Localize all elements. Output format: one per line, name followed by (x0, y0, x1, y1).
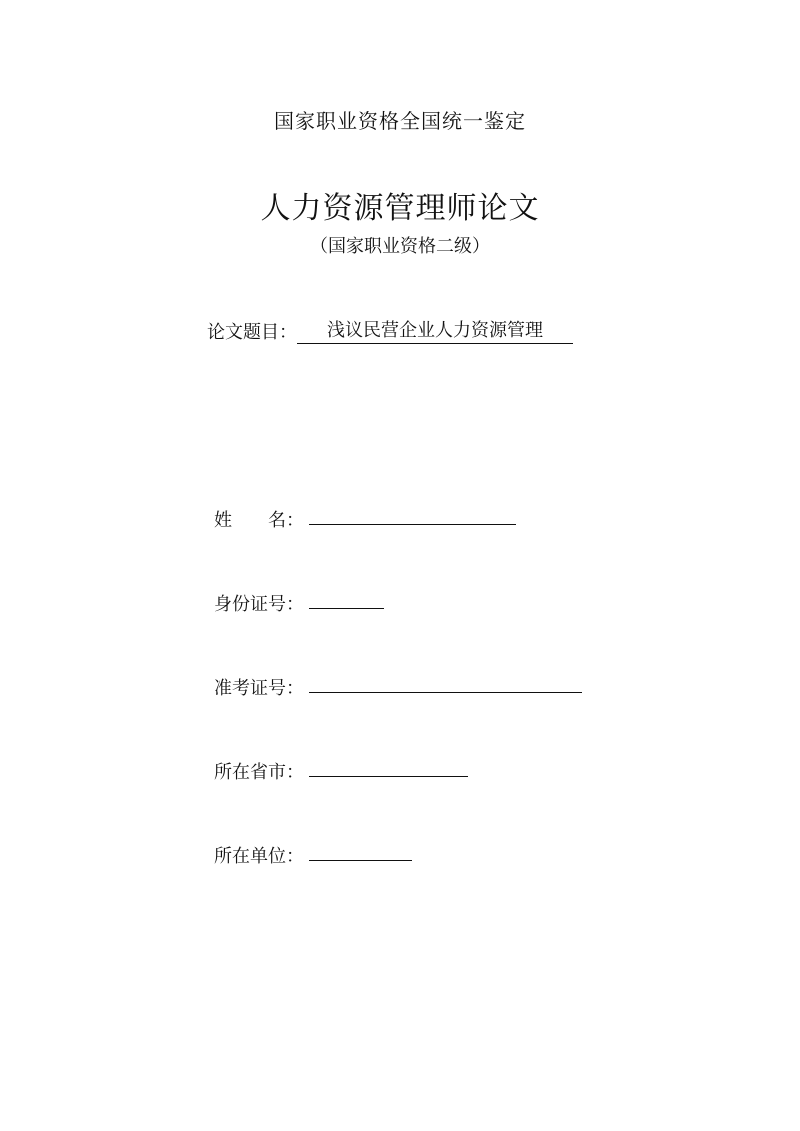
organization-label: 所在单位： (214, 846, 304, 867)
exam-number-label: 准考证号： (214, 678, 304, 699)
document-subtitle: （国家职业资格二级） (310, 236, 490, 257)
id-number-label: 身份证号： (214, 594, 304, 615)
name-field[interactable] (309, 524, 516, 525)
topic-label: 论文题目： (207, 322, 297, 343)
name-label: 姓 名： (214, 510, 304, 531)
exam-number-field[interactable] (309, 692, 582, 693)
document-title: 人力资源管理师论文 (260, 191, 540, 226)
province-city-field[interactable] (309, 776, 468, 777)
id-number-field[interactable] (309, 608, 384, 609)
header-title: 国家职业资格全国统一鉴定 (274, 109, 526, 133)
topic-value: 浅议民营企业人力资源管理 (297, 316, 573, 344)
topic-row (207, 316, 573, 344)
organization-field[interactable] (309, 860, 412, 861)
province-city-label: 所在省市： (214, 762, 304, 783)
